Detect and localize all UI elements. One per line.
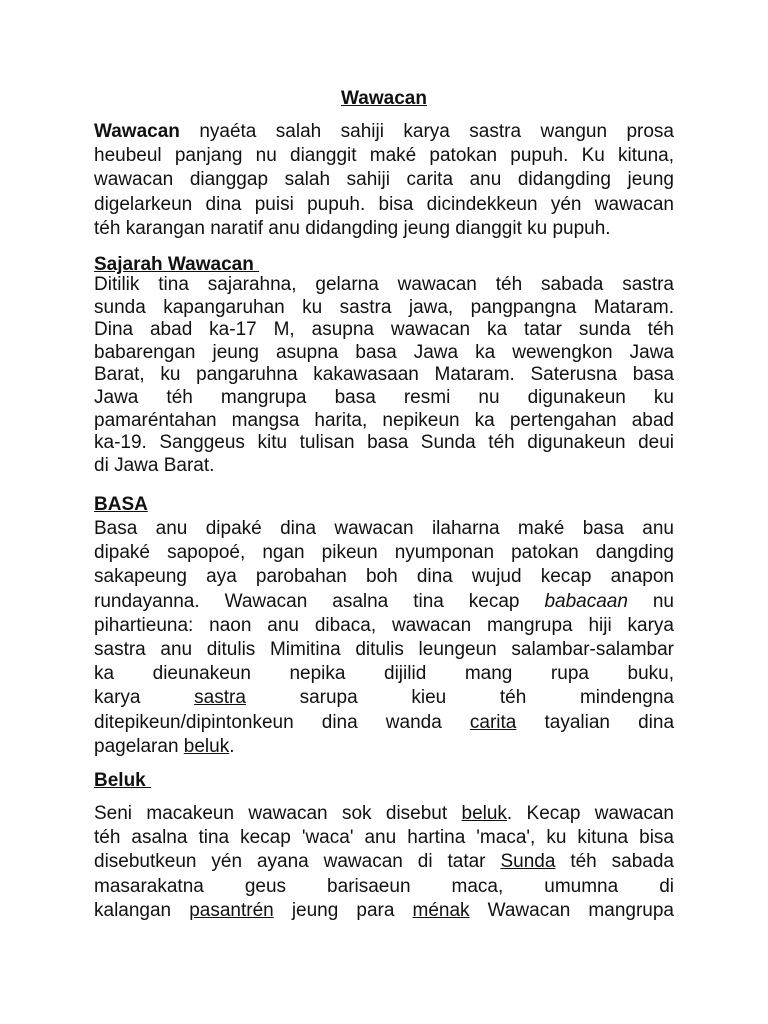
basa-line: ka dieunakeun nepika dijilid mang rupa buku, (94, 663, 674, 685)
basa-line: sakapeung aya parobahan boh dina wujud kecap anapon (94, 566, 674, 588)
basa-line: sastra anu ditulis Mimitina ditulis leungeun salambar-salambar (94, 639, 674, 661)
basa-text: ditepikeun/dipintonkeun dina wanda (94, 711, 470, 733)
intro-line: heubeul panjang nu dianggit maké patokan pupuh. Ku kituna, (94, 145, 674, 167)
basa-paragraph (94, 517, 674, 759)
beluk-text: . Kecap wawacan (506, 803, 674, 824)
section-heading-sajarah: Sajarah Wawacan (94, 254, 260, 275)
basa-line (94, 686, 674, 710)
intro-paragraph (94, 120, 674, 241)
intro-line (94, 120, 674, 144)
sajarah-line: Barat, ku pangaruhna kakawasaan Mataram. Saterusna basa (94, 364, 674, 386)
link-sastra[interactable]: sastra (194, 687, 246, 709)
basa-text: sarupa kieu téh mindengna (245, 687, 674, 709)
beluk-line: téh asalna tina kecap 'waca' anu hartina 'maca', ku kituna bisa (94, 827, 674, 849)
beluk-text: kalangan (94, 899, 190, 921)
document-page (94, 0, 674, 1024)
intro-line: digelarkeun dina puisi pupuh. bisa dicindekkeun yén wawacan (94, 193, 674, 215)
basa-text: karya (94, 687, 195, 709)
link-menak[interactable]: ménak (412, 899, 470, 921)
sajarah-line: Dina abad ka-17 M, asupna wawacan ka tatar sunda téh (94, 319, 674, 341)
sajarah-line: ka-19. Sanggeus kitu tulisan basa Sunda téh digunakeun deui (94, 432, 674, 454)
beluk-line (94, 899, 674, 923)
basa-line (94, 711, 674, 735)
document-title: Wawacan (341, 88, 427, 109)
intro-line-text: nyaéta salah sahiji karya sastra wangun prosa (179, 121, 674, 142)
sajarah-line: pamaréntahan mangsa harita, nepikeun ka pertengahan abad (94, 409, 674, 431)
link-carita[interactable]: carita (469, 711, 517, 733)
basa-text: . (229, 735, 235, 757)
beluk-paragraph (94, 802, 674, 923)
beluk-line: masarakatna geus barisaeun maca, umumna di (94, 875, 674, 897)
sajarah-line: di Jawa Barat. (94, 454, 215, 476)
link-pasantren[interactable]: pasantrén (189, 899, 274, 921)
intro-line: téh karangan naratif anu didangding jeung dianggit ku pupuh. (94, 217, 611, 239)
section-heading-basa: BASA (94, 494, 148, 515)
sajarah-line: Jawa téh mangrupa basa resmi nu digunakeun ku (94, 386, 674, 408)
section-heading-beluk: Beluk (94, 770, 152, 791)
basa-line: pihartieuna: naon anu dibaca, wawacan mangrupa hiji karya (94, 614, 674, 636)
beluk-text: Wawacan mangrupa (469, 899, 674, 921)
basa-line: dipaké sapopoé, ngan pikeun nyumponan patokan dangding (94, 542, 674, 564)
basa-line: Basa anu dipaké dina wawacan ilaharna maké basa anu (94, 518, 674, 539)
beluk-text: disebutkeun yén ayana wawacan di tatar (94, 851, 501, 873)
sajarah-paragraph (94, 274, 674, 477)
basa-text: nu (627, 590, 674, 612)
link-sunda[interactable]: Sunda (500, 851, 556, 873)
beluk-text: téh sabada (555, 851, 675, 873)
basa-text: pagelaran (94, 735, 184, 757)
beluk-line (94, 850, 674, 874)
link-beluk[interactable]: beluk (461, 803, 507, 824)
sajarah-line: sunda kapangaruhan ku sastra jawa, pangpangna Mataram. (94, 296, 674, 318)
beluk-text: jeung para (273, 899, 413, 921)
sajarah-line: Ditilik tina sajarahna, gelarna wawacan téh sabada sastra (94, 274, 674, 295)
intro-term: Wawacan (94, 121, 180, 142)
basa-italic-term: babacaan (544, 590, 628, 612)
sajarah-line: babarengan jeung asupna basa Jawa ka wewengkon Jawa (94, 341, 674, 363)
link-beluk[interactable]: beluk (183, 735, 230, 757)
intro-line: wawacan dianggap salah sahiji carita anu didangding jeung (94, 169, 674, 191)
basa-line (94, 590, 674, 614)
beluk-text: Seni macakeun wawacan sok disebut (94, 803, 462, 824)
beluk-line (94, 802, 674, 826)
basa-text: rundayanna. Wawacan asalna tina kecap (94, 590, 545, 612)
basa-text: tayalian dina (516, 711, 675, 733)
basa-line (94, 735, 674, 759)
